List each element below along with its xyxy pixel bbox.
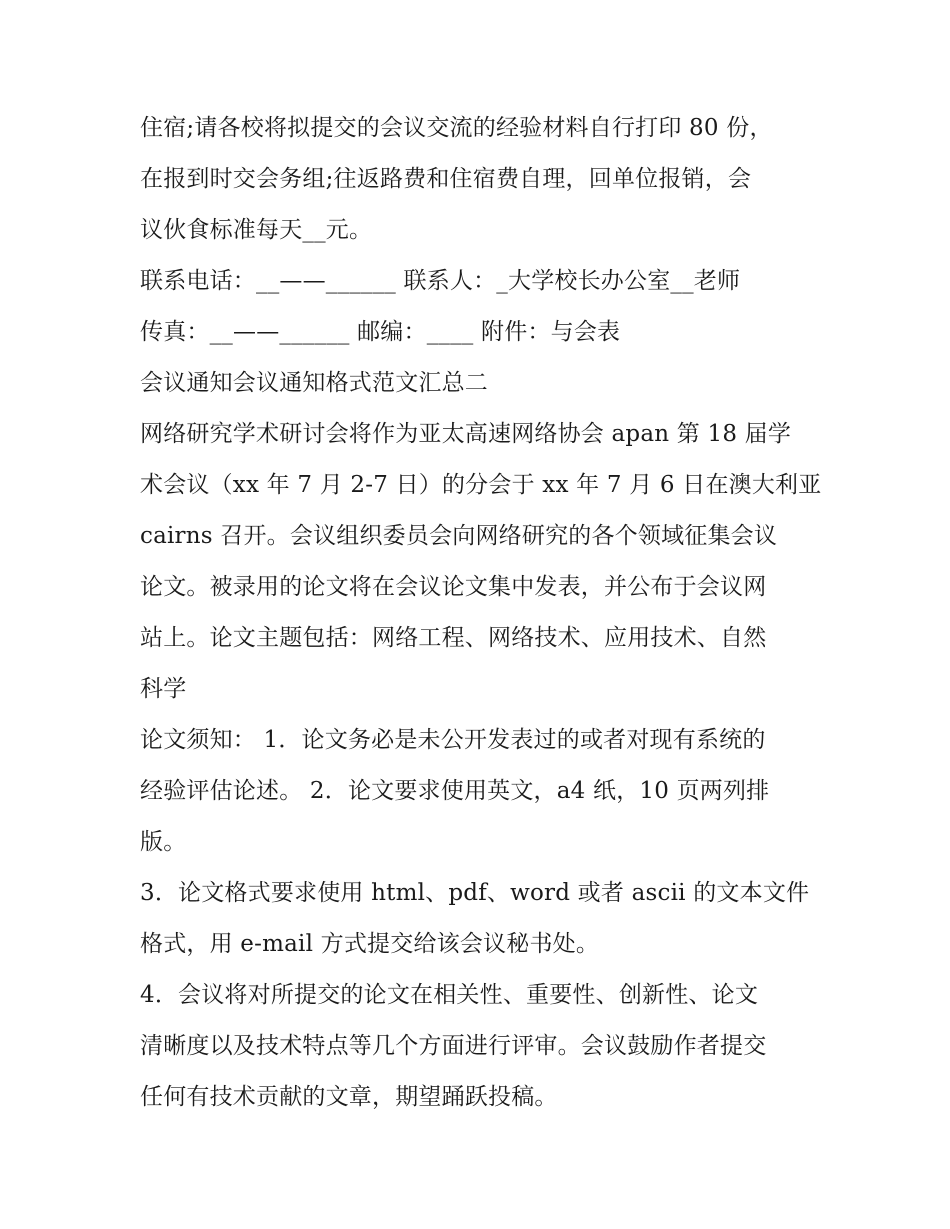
text-line-10: 论文。被录用的论文将在会议论文集中发表，并公布于会议网 [140,574,767,600]
text-line-7: 网络研究学术研讨会将作为亚太高速网络协会 apan 第 18 届学 [140,421,792,447]
rule-4-line-2: 清晰度以及技术特点等几个方面进行评审。会议鼓励作者提交 [140,1033,767,1059]
rule-3-line-2: 格式，用 e-mail 方式提交给该会议秘书处。 [140,931,600,957]
text-line-2: 在报到时交会务组;往返路费和住宿费自理，回单位报销，会 [140,166,752,192]
fax-postcode-line: 传真：__——______ 邮编：____ 附件：与会表 [140,319,621,345]
paper-notice-line-3: 版。 [140,829,187,855]
text-line-11: 站上。论文主题包括：网络工程、网络技术、应用技术、自然 [140,625,767,651]
contact-phone-line: 联系电话：__——______ 联系人：_大学校长办公室__老师 [140,268,741,294]
text-line-1: 住宿;请各校将拟提交的会议交流的经验材料自行打印 80 份， [140,115,773,141]
document-body [140,103,820,1123]
paper-notice-line-1: 论文须知： 1．论文务必是未公开发表过的或者对现有系统的 [140,727,766,753]
text-line-3: 议伙食标准每天__元。 [140,217,373,243]
text-line-9: cairns 召开。会议组织委员会向网络研究的各个领域征集会议 [140,523,778,549]
text-line-12: 科学 [140,676,187,702]
paper-notice-line-2: 经验评估论述。 2．论文要求使用英文，a4 纸，10 页两列排 [140,778,770,804]
text-line-8: 术会议（xx 年 7 月 2-7 日）的分会于 xx 年 7 月 6 日在澳大利亚 [140,472,822,498]
rule-4-line-1: 4．会议将对所提交的论文在相关性、重要性、创新性、论文 [140,982,759,1008]
rule-4-line-3: 任何有技术贡献的文章，期望踊跃投稿。 [140,1084,558,1110]
rule-3-line-1: 3．论文格式要求使用 html、pdf、word 或者 ascii 的文本文件 [140,880,810,906]
section-heading: 会议通知会议通知格式范文汇总二 [140,370,488,396]
